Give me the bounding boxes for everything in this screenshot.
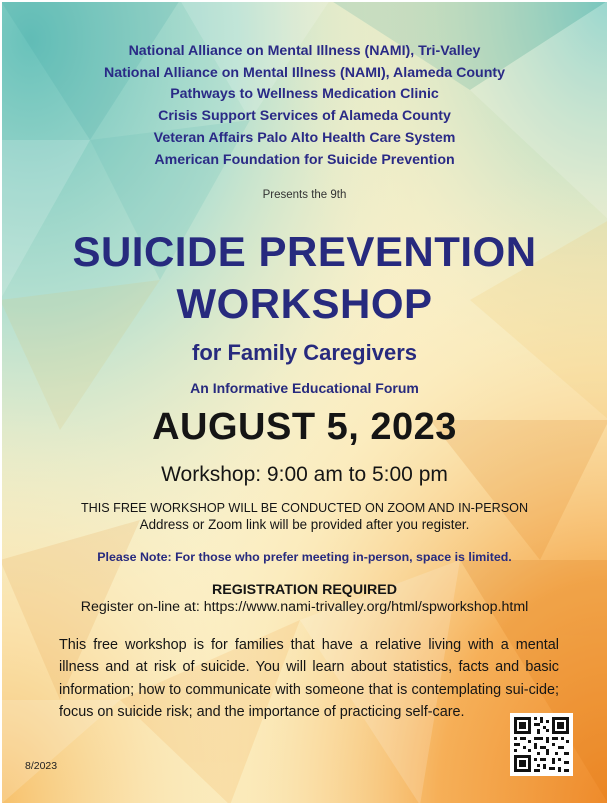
event-date: AUGUST 5, 2023	[152, 406, 457, 448]
description-paragraph: This free workshop is for families that have a relative living with a mental illness and at risk of suicide. You will learn about statistics, facts and basic information; how to communicate with someone that is contemplating sui-cide; focus on suicide risk; and the importance of practicing self-care.	[59, 637, 559, 720]
presents-line: Presents the 9th	[262, 189, 347, 201]
organization-line: Veteran Affairs Palo Alto Health Care System	[153, 129, 456, 146]
workshop-time: Workshop: 9:00 am to 5:00 pm	[161, 463, 448, 486]
capacity-note: Please Note: For those who prefer meeting in-person, space is limited.	[97, 550, 512, 564]
title-line-2: WORKSHOP	[176, 280, 433, 327]
organization-line: Crisis Support Services of Alameda County	[158, 108, 451, 125]
subtitle: for Family Caregivers	[192, 340, 417, 365]
footer-date: 8/2023	[25, 760, 58, 772]
organization-line: National Alliance on Mental Illness (NAMI), Alameda County	[104, 64, 505, 81]
format-line: THIS FREE WORKSHOP WILL BE CONDUCTED ON ZOOM AND IN-PERSON	[80, 501, 529, 515]
forum-line: An Informative Educational Forum	[190, 380, 419, 396]
qr-code-icon[interactable]	[510, 713, 573, 776]
organization-line: National Alliance on Mental Illness (NAMI), Tri-Valley	[128, 43, 481, 59]
address-line: Address or Zoom link will be provided after you register.	[139, 517, 470, 532]
registration-heading: REGISTRATION REQUIRED	[212, 582, 397, 598]
organization-line: American Foundation for Suicide Prevention	[154, 151, 455, 168]
organization-line: Pathways to Wellness Medication Clinic	[170, 86, 439, 103]
title-line-1: SUICIDE PREVENTION	[72, 228, 537, 275]
organizations-list	[0, 41, 609, 171]
registration-link[interactable]: Register on-line at: https://www.nami-trivalley.org/html/spworkshop.html	[80, 599, 529, 615]
